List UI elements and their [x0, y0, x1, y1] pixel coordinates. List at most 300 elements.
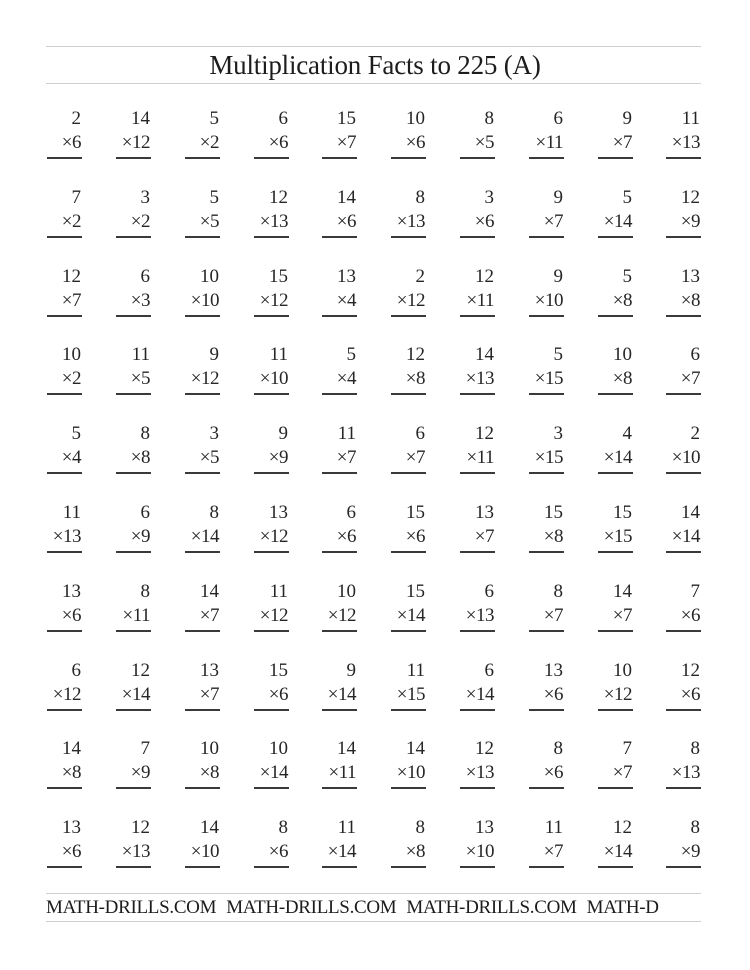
answer-line [254, 472, 289, 474]
multiplier: ×6 [680, 604, 700, 626]
problem [159, 737, 219, 785]
problem [159, 580, 219, 628]
multiplicand: 14 [200, 580, 219, 602]
answer-line [666, 472, 701, 474]
problem [503, 107, 563, 155]
multiplier: ×6 [474, 210, 494, 232]
problem [572, 816, 632, 864]
problem [228, 265, 288, 313]
answer-line [185, 551, 220, 553]
multiplicand: 12 [131, 817, 150, 839]
problem [365, 737, 425, 785]
multiplier: ×4 [61, 447, 81, 469]
multiplier: ×6 [61, 132, 81, 153]
multiplier: ×12 [259, 604, 288, 626]
multiplicand: 8 [553, 738, 563, 760]
multiplicand: 7 [622, 738, 632, 760]
problem [159, 107, 219, 155]
multiplicand: 10 [613, 659, 632, 681]
problem [296, 265, 356, 313]
problem [90, 737, 150, 785]
problem [640, 186, 700, 234]
multiplier: ×14 [465, 683, 494, 705]
answer-line [254, 157, 289, 159]
multiplier: ×12 [603, 683, 632, 705]
multiplicand: 3 [209, 423, 219, 445]
problem [21, 343, 81, 391]
multiplicand: 7 [690, 580, 700, 602]
answer-line [254, 393, 289, 395]
multiplier: ×14 [671, 526, 700, 547]
multiplier: ×3 [130, 289, 150, 311]
multiplier: ×14 [603, 841, 632, 863]
problem [159, 816, 219, 864]
multiplier: ×13 [671, 132, 700, 153]
problem [228, 580, 288, 628]
answer-line [322, 630, 357, 632]
multiplier: ×14 [190, 526, 219, 547]
problem [572, 422, 632, 470]
multiplicand: 13 [337, 265, 356, 287]
multiplicand: 14 [337, 738, 356, 760]
multiplicand: 6 [690, 344, 700, 366]
answer-line [47, 709, 82, 711]
multiplier: ×12 [52, 683, 81, 705]
answer-line [529, 472, 564, 474]
multiplicand: 5 [622, 186, 632, 208]
multiplicand: 10 [337, 580, 356, 602]
multiplier: ×10 [190, 289, 219, 311]
multiplier: ×7 [61, 289, 81, 311]
answer-line [185, 236, 220, 238]
answer-line [460, 236, 495, 238]
answer-line [47, 236, 82, 238]
multiplicand: 10 [406, 108, 425, 129]
multiplier: ×9 [130, 762, 150, 784]
answer-line [598, 551, 633, 553]
multiplicand: 15 [406, 502, 425, 523]
answer-line [47, 393, 82, 395]
problem [21, 580, 81, 628]
answer-line [598, 315, 633, 317]
answer-line [47, 315, 82, 317]
answer-line [460, 472, 495, 474]
problem [572, 659, 632, 707]
problem [90, 343, 150, 391]
multiplier: ×14 [603, 447, 632, 469]
problem [21, 737, 81, 785]
multiplicand: 9 [278, 423, 288, 445]
multiplier: ×6 [268, 683, 288, 705]
answer-line [598, 472, 633, 474]
multiplicand: 3 [484, 186, 494, 208]
multiplicand: 14 [406, 738, 425, 760]
problem [90, 501, 150, 549]
problem [640, 422, 700, 470]
answer-line [391, 393, 426, 395]
multiplier: ×7 [336, 447, 356, 469]
multiplier: ×2 [130, 210, 150, 232]
multiplicand: 15 [337, 108, 356, 129]
multiplier: ×10 [259, 368, 288, 390]
problem [434, 107, 494, 155]
problem [640, 501, 700, 549]
problem [296, 816, 356, 864]
multiplier: ×14 [259, 762, 288, 784]
multiplier: ×11 [328, 762, 356, 784]
answer-line [116, 551, 151, 553]
multiplicand: 8 [690, 738, 700, 760]
multiplier: ×7 [612, 604, 632, 626]
worksheet-title: Multiplication Facts to 225 (A) [209, 50, 541, 80]
problem [21, 186, 81, 234]
multiplicand: 11 [62, 502, 81, 523]
answer-line [666, 236, 701, 238]
answer-line [529, 551, 564, 553]
problem [434, 816, 494, 864]
answer-line [460, 709, 495, 711]
multiplicand: 6 [484, 659, 494, 681]
answer-line [460, 630, 495, 632]
multiplicand: 14 [62, 738, 81, 760]
problem [296, 501, 356, 549]
problem [21, 107, 81, 155]
answer-line [460, 157, 495, 159]
multiplier: ×13 [259, 210, 288, 232]
answer-line [391, 236, 426, 238]
multiplier: ×10 [190, 841, 219, 863]
multiplicand: 8 [140, 423, 150, 445]
answer-line [598, 709, 633, 711]
problem [503, 737, 563, 785]
problem [365, 422, 425, 470]
multiplicand: 10 [62, 344, 81, 366]
problem [90, 107, 150, 155]
multiplier: ×7 [612, 762, 632, 784]
problem [503, 501, 563, 549]
answer-line [529, 315, 564, 317]
multiplier: ×11 [535, 132, 563, 153]
problem [228, 816, 288, 864]
answer-line [391, 709, 426, 711]
answer-line [185, 709, 220, 711]
multiplier: ×8 [405, 368, 425, 390]
answer-line [666, 866, 701, 868]
multiplicand: 12 [475, 423, 494, 445]
answer-line [391, 630, 426, 632]
problem [296, 580, 356, 628]
answer-line [529, 709, 564, 711]
multiplier: ×13 [121, 841, 150, 863]
problem [228, 737, 288, 785]
multiplicand: 11 [337, 817, 356, 839]
multiplier: ×13 [465, 762, 494, 784]
answer-line [529, 393, 564, 395]
answer-line [47, 472, 82, 474]
multiplicand: 13 [200, 659, 219, 681]
answer-line [460, 551, 495, 553]
multiplicand: 13 [475, 817, 494, 839]
answer-line [391, 551, 426, 553]
multiplicand: 11 [269, 580, 288, 602]
multiplicand: 12 [475, 265, 494, 287]
problem [228, 659, 288, 707]
multiplicand: 12 [269, 186, 288, 208]
multiplier: ×5 [199, 447, 219, 469]
answer-line [185, 630, 220, 632]
multiplicand: 12 [613, 817, 632, 839]
multiplicand: 14 [475, 344, 494, 366]
answer-line [47, 551, 82, 553]
answer-line [322, 315, 357, 317]
multiplier: ×6 [543, 683, 563, 705]
answer-line [666, 630, 701, 632]
answer-line [185, 393, 220, 395]
multiplier: ×8 [130, 447, 150, 469]
multiplier: ×10 [396, 762, 425, 784]
multiplicand: 12 [406, 344, 425, 366]
problem [434, 580, 494, 628]
problem [90, 265, 150, 313]
multiplier: ×7 [474, 526, 494, 547]
multiplicand: 8 [140, 580, 150, 602]
answer-line [666, 157, 701, 159]
answer-line [529, 630, 564, 632]
multiplier: ×2 [199, 132, 219, 153]
multiplicand: 5 [622, 265, 632, 287]
problem [365, 501, 425, 549]
answer-line [322, 709, 357, 711]
answer-line [391, 866, 426, 868]
problem [365, 186, 425, 234]
answer-line [666, 787, 701, 789]
multiplicand: 8 [690, 817, 700, 839]
multiplicand: 13 [62, 580, 81, 602]
answer-line [254, 709, 289, 711]
answer-line [460, 787, 495, 789]
problem [159, 186, 219, 234]
multiplier: ×11 [466, 289, 494, 311]
multiplier: ×13 [465, 368, 494, 390]
multiplier: ×15 [603, 526, 632, 547]
problem [572, 265, 632, 313]
multiplier: ×7 [199, 604, 219, 626]
multiplier: ×13 [52, 526, 81, 547]
multiplicand: 15 [269, 265, 288, 287]
multiplicand: 15 [406, 580, 425, 602]
answer-line [598, 866, 633, 868]
multiplier: ×8 [680, 289, 700, 311]
multiplier: ×10 [671, 447, 700, 469]
multiplier: ×13 [671, 762, 700, 784]
multiplier: ×7 [336, 132, 356, 153]
answer-line [666, 315, 701, 317]
problem [572, 501, 632, 549]
problem [21, 501, 81, 549]
multiplier: ×6 [268, 841, 288, 863]
problem [365, 659, 425, 707]
problem [640, 737, 700, 785]
problem [296, 422, 356, 470]
multiplicand: 3 [140, 186, 150, 208]
multiplicand: 11 [337, 423, 356, 445]
multiplier: ×6 [268, 132, 288, 153]
multiplicand: 2 [690, 423, 700, 445]
answer-line [185, 472, 220, 474]
answer-line [391, 472, 426, 474]
problem [640, 816, 700, 864]
answer-line [47, 157, 82, 159]
answer-line [116, 630, 151, 632]
answer-line [322, 157, 357, 159]
multiplicand: 6 [484, 580, 494, 602]
multiplier: ×6 [336, 210, 356, 232]
answer-line [460, 315, 495, 317]
multiplicand: 14 [613, 580, 632, 602]
problem [159, 265, 219, 313]
multiplicand: 12 [131, 659, 150, 681]
problem [434, 659, 494, 707]
answer-line [254, 315, 289, 317]
problem [21, 422, 81, 470]
answer-line [47, 866, 82, 868]
answer-line [322, 236, 357, 238]
multiplier: ×14 [327, 841, 356, 863]
problem [434, 186, 494, 234]
multiplicand: 4 [622, 423, 632, 445]
answer-line [185, 315, 220, 317]
multiplier: ×11 [466, 447, 494, 469]
answer-line [47, 630, 82, 632]
multiplier: ×5 [199, 210, 219, 232]
multiplier: ×8 [61, 762, 81, 784]
multiplicand: 13 [62, 817, 81, 839]
answer-line [666, 393, 701, 395]
answer-line [254, 236, 289, 238]
multiplier: ×15 [396, 683, 425, 705]
multiplier: ×9 [680, 210, 700, 232]
multiplier: ×6 [543, 762, 563, 784]
multiplicand: 5 [553, 344, 563, 366]
multiplier: ×9 [680, 841, 700, 863]
problem [21, 659, 81, 707]
answer-line [185, 787, 220, 789]
answer-line [116, 787, 151, 789]
multiplier: ×7 [543, 841, 563, 863]
answer-line [116, 315, 151, 317]
multiplier: ×8 [612, 368, 632, 390]
multiplicand: 11 [131, 344, 150, 366]
multiplier: ×6 [405, 526, 425, 547]
answer-line [254, 630, 289, 632]
multiplicand: 9 [622, 108, 632, 129]
multiplicand: 13 [475, 502, 494, 523]
problem [365, 580, 425, 628]
problem [296, 659, 356, 707]
multiplicand: 8 [278, 817, 288, 839]
problem [572, 737, 632, 785]
problem [640, 343, 700, 391]
problem [296, 107, 356, 155]
answer-line [116, 472, 151, 474]
multiplicand: 12 [681, 659, 700, 681]
multiplier: ×2 [61, 368, 81, 390]
answer-line [185, 866, 220, 868]
multiplicand: 15 [269, 659, 288, 681]
problem [159, 659, 219, 707]
problem [90, 659, 150, 707]
multiplicand: 13 [269, 502, 288, 523]
problem [21, 265, 81, 313]
answer-line [529, 157, 564, 159]
multiplier: ×6 [336, 526, 356, 547]
multiplicand: 6 [415, 423, 425, 445]
multiplier: ×10 [465, 841, 494, 863]
problem [503, 816, 563, 864]
multiplier: ×13 [465, 604, 494, 626]
multiplicand: 13 [544, 659, 563, 681]
multiplicand: 5 [209, 108, 219, 129]
answer-line [254, 866, 289, 868]
multiplicand: 2 [415, 265, 425, 287]
answer-line [254, 551, 289, 553]
multiplier: ×7 [612, 132, 632, 153]
answer-line [666, 551, 701, 553]
problem [296, 737, 356, 785]
problem [572, 580, 632, 628]
multiplier: ×7 [405, 447, 425, 469]
multiplier: ×8 [199, 762, 219, 784]
answer-line [322, 866, 357, 868]
problem [503, 580, 563, 628]
problem [365, 107, 425, 155]
multiplicand: 10 [613, 344, 632, 366]
multiplicand: 6 [553, 108, 563, 129]
multiplicand: 9 [553, 186, 563, 208]
problem [21, 816, 81, 864]
answer-line [116, 393, 151, 395]
multiplier: ×12 [327, 604, 356, 626]
multiplier: ×4 [336, 368, 356, 390]
problem [572, 107, 632, 155]
multiplier: ×12 [259, 289, 288, 311]
multiplicand: 15 [544, 502, 563, 523]
problem [503, 422, 563, 470]
multiplier: ×8 [612, 289, 632, 311]
problem [296, 343, 356, 391]
multiplicand: 6 [140, 502, 150, 523]
multiplier: ×7 [543, 604, 563, 626]
multiplicand: 6 [346, 502, 356, 523]
multiplier: ×14 [396, 604, 425, 626]
multiplicand: 6 [278, 108, 288, 129]
answer-line [116, 866, 151, 868]
multiplicand: 14 [681, 502, 700, 523]
answer-line [254, 787, 289, 789]
problem [572, 343, 632, 391]
multiplier: ×6 [405, 132, 425, 153]
multiplicand: 10 [200, 265, 219, 287]
multiplicand: 3 [553, 423, 563, 445]
answer-line [116, 236, 151, 238]
footer-watermark-text: MATH-D [586, 897, 659, 918]
problem [90, 816, 150, 864]
problem [640, 265, 700, 313]
multiplier: ×15 [534, 447, 563, 469]
multiplier: ×10 [534, 289, 563, 311]
multiplier: ×11 [122, 604, 150, 626]
answer-line [598, 787, 633, 789]
